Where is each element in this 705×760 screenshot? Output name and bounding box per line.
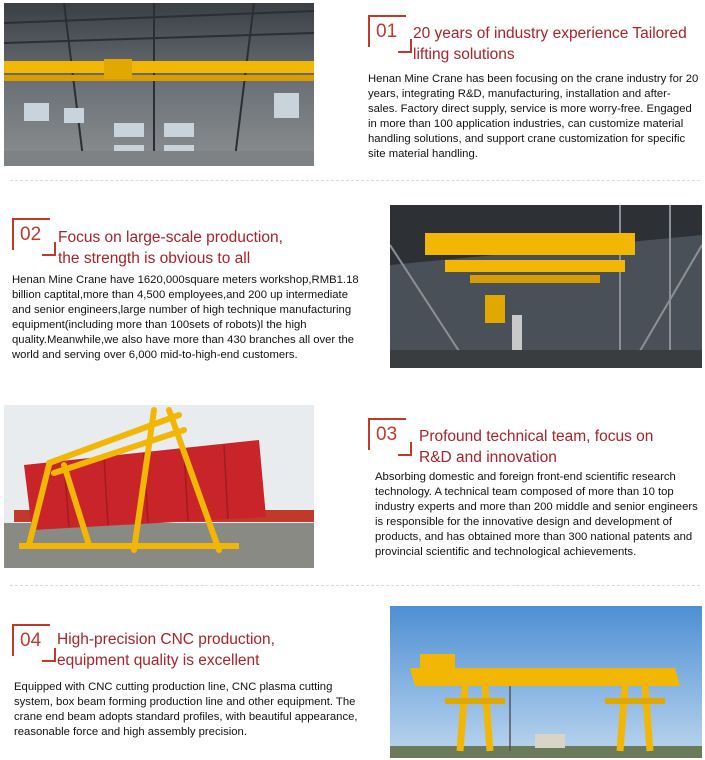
section-divider: [10, 585, 700, 586]
section-divider: [10, 180, 700, 181]
section-body-01: Henan Mine Crane has been focusing on the crane industry for 20 years, integrating R&D, manufacturing, installation and after-sales. Factory direct supply, service is more worry-free. Engaged in more than 100 application industries, can customize material handling solutions, and support crane customization for specific site material handling.: [368, 73, 699, 160]
outdoor-gantry-crane-photo: [390, 606, 702, 758]
section-number-04: 04: [12, 624, 50, 656]
section-number-03: 03: [368, 418, 406, 450]
section-title-01: 20 years of industry experience Tailored lifting solutions: [413, 25, 687, 63]
section-body-04: Equipped with CNC cutting production line, CNC plasma cutting system, box beam forming production line and other equipment. The crane end beam adopts standard profiles, with beautiful appearance, reasonable force and high assembly precision.: [14, 681, 358, 738]
section-body-02: Henan Mine Crane have 1620,000square meters workshop,RMB1.18 billion captital,more than 4,500 employees,and 200 up intermediate and senior engineers,large number of high technique manufacturing equipment(including more than 100sets of robots)l the high quality.Meanwhile,we also have more than 430 branches all over the world and serving over 6,000 mid-to-high-end customers.: [12, 274, 359, 361]
section-number-01: 01: [368, 15, 406, 47]
double-girder-crane-photo: [390, 205, 702, 368]
section-title-04: High-precision CNC production, equipment quality is excellent: [57, 631, 275, 669]
section-number-02: 02: [12, 218, 50, 250]
section-title-03: Profound technical team, focus on R&D and innovation: [419, 428, 654, 466]
workshop-overhead-crane-photo: [4, 3, 314, 166]
section-body-03: Absorbing domestic and foreign front-end scientific research technology. A technical team composed of more than 10 top industry experts and more than 200 middle and senior engineers is responsible for the innovative design and development of products, and has obtained more than 300 national patents and provincial scientific and technological achievements.: [375, 471, 698, 558]
container-gantry-crane-photo: [4, 405, 314, 568]
section-title-02: Focus on large-scale production, the strength is obvious to all: [58, 229, 283, 267]
